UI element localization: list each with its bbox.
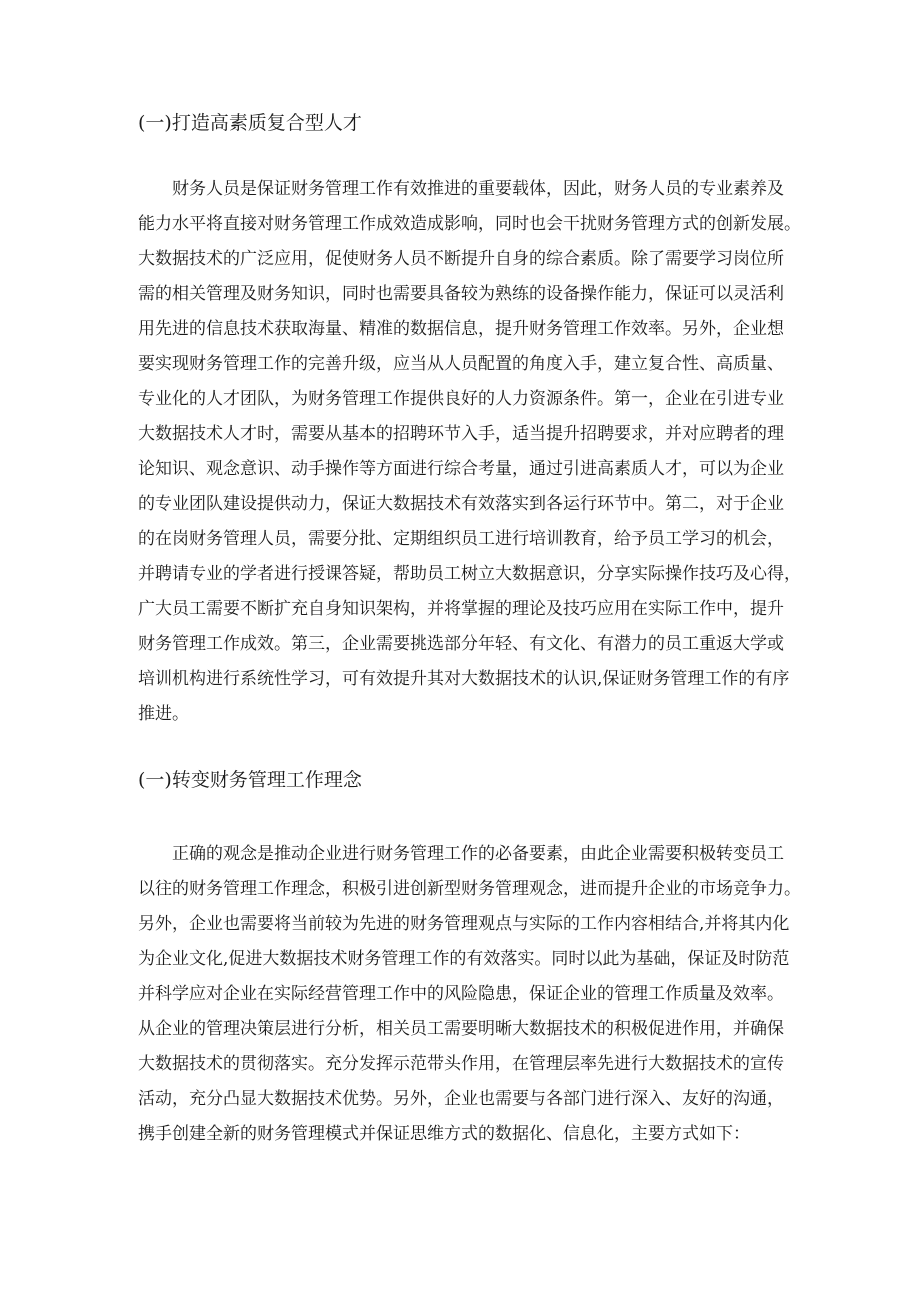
section-heading-concept: (一)转变财务管理工作理念 xyxy=(138,769,362,791)
paragraph-line: 推进。 xyxy=(138,704,189,724)
paragraph-line: 从企业的管理决策层进行分析，相关员工需要明晰大数据技术的积极促进作用，并确保 xyxy=(138,1019,784,1039)
paragraph-line: 并聘请专业的学者进行授课答疑，帮助员工树立大数据意识，分享实际操作技巧及心得， xyxy=(138,564,801,584)
paragraph-line: 财务管理工作成效。第三，企业需要挑选部分年轻、有文化、有潜力的员工重返大学或 xyxy=(138,634,784,654)
paragraph-line: 并科学应对企业在实际经营管理工作中的风险隐患，保证企业的管理工作质量及效率。 xyxy=(138,984,784,1004)
paragraph-line: 另外，企业也需要将当前较为先进的财务管理观点与实际的工作内容相结合,并将其内化 xyxy=(138,914,790,934)
paragraph-line: 要实现财务管理工作的完善升级，应当从人员配置的角度入手，建立复合性、高质量、 xyxy=(138,354,784,374)
paragraph-line: 大数据技术人才时，需要从基本的招聘环节入手，适当提升招聘要求，并对应聘者的理 xyxy=(138,424,784,444)
paragraph-line: 大数据技术的广泛应用，促使财务人员不断提升自身的综合素质。除了需要学习岗位所 xyxy=(138,249,784,269)
paragraph-line: 广大员工需要不断扩充自身知识架构，并将掌握的理论及技巧应用在实际工作中，提升 xyxy=(138,599,784,619)
paragraph-line: 用先进的信息技术获取海量、精准的数据信息，提升财务管理工作效率。另外，企业想 xyxy=(138,319,784,339)
paragraph-line: 正确的观念是推动企业进行财务管理工作的必备要素，由此企业需要积极转变员工 xyxy=(172,844,784,864)
paragraph-line: 论知识、观念意识、动手操作等方面进行综合考量，通过引进高素质人才，可以为企业 xyxy=(138,459,784,479)
paragraph-line: 为企业文化,促进大数据技术财务管理工作的有效落实。同时以此为基础，保证及时防范 xyxy=(138,949,790,969)
paragraph-line: 以往的财务管理工作理念，积极引进创新型财务管理观念，进而提升企业的市场竞争力。 xyxy=(138,879,801,899)
paragraph-line: 财务人员是保证财务管理工作有效推进的重要载体，因此，财务人员的专业素养及 xyxy=(172,179,784,199)
section-heading-talent: (一)打造高素质复合型人才 xyxy=(138,112,362,134)
paragraph-line: 大数据技术的贯彻落实。充分发挥示范带头作用，在管理层率先进行大数据技术的宣传 xyxy=(138,1054,784,1074)
paragraph-line: 培训机构进行系统性学习，可有效提升其对大数据技术的认识,保证财务管理工作的有序 xyxy=(138,669,790,689)
paragraph-line: 的在岗财务管理人员，需要分批、定期组织员工进行培训教育，给予员工学习的机会， xyxy=(138,529,784,549)
paragraph-line: 活动，充分凸显大数据技术优势。另外，企业也需要与各部门进行深入、友好的沟通， xyxy=(138,1089,784,1109)
paragraph-line: 能力水平将直接对财务管理工作成效造成影响，同时也会干扰财务管理方式的创新发展。 xyxy=(138,214,801,234)
paragraph-line: 需的相关管理及财务知识，同时也需要具备较为熟练的设备操作能力，保证可以灵活利 xyxy=(138,284,784,304)
paragraph-line: 专业化的人才团队，为财务管理工作提供良好的人力资源条件。第一，企业在引进专业 xyxy=(138,389,784,409)
paragraph-line: 的专业团队建设提供动力，保证大数据技术有效落实到各运行环节中。第二，对于企业 xyxy=(138,494,784,514)
paragraph-line: 携手创建全新的财务管理模式并保证思维方式的数据化、信息化，主要方式如下： xyxy=(138,1124,750,1144)
